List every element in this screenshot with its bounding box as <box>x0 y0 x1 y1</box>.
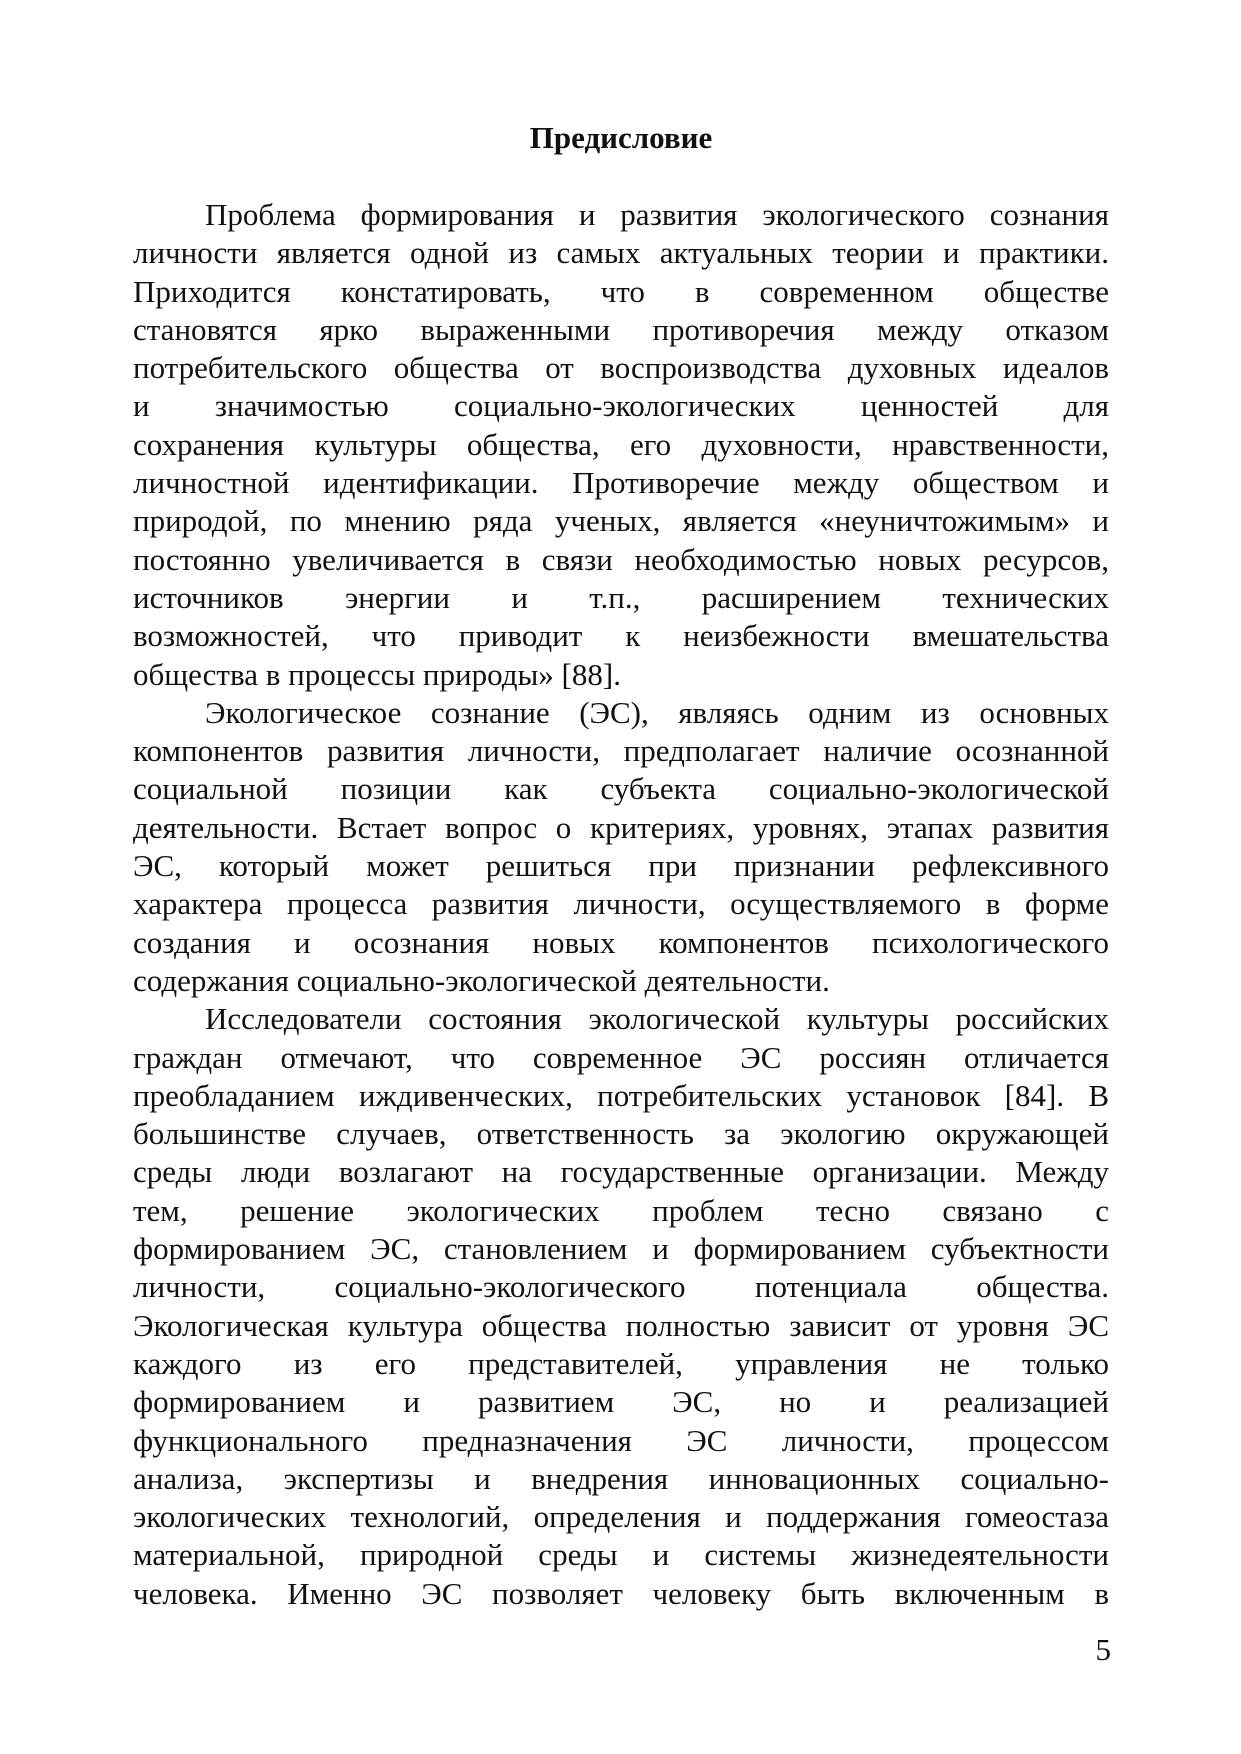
text-line: человека. Именно ЭС позволяет человеку быть включенным в <box>133 1575 1109 1611</box>
text-line: функционального предназначения ЭС личности, процессом <box>133 1422 1109 1458</box>
text-line: источников энергии и т.п., расширением технических <box>133 579 1109 615</box>
text-line: формированием и развитием ЭС, но и реализацией <box>133 1384 1109 1420</box>
text-line: преобладанием иждивенческих, потребительских установок [84]. В <box>133 1077 1109 1113</box>
text-line: Экологическое сознание (ЭС), являясь одним из основных <box>205 694 1109 730</box>
text-line: компонентов развития личности, предполагает наличие осознанной <box>133 733 1109 769</box>
page-title: Предисловие <box>529 120 713 155</box>
text-line: создания и осознания новых компонентов психологического <box>133 924 1109 960</box>
text-line: возможностей, что приводит к неизбежности вмешательства <box>133 618 1109 654</box>
text-line: личностной идентификации. Противоречие между обществом и <box>133 465 1109 501</box>
text-line: среды люди возлагают на государственные организации. Между <box>133 1154 1109 1190</box>
text-line: ЭС, который может решиться при признании рефлексивного <box>133 848 1109 884</box>
text-line: общества в процессы природы» [88]. <box>133 656 621 692</box>
text-line: природой, по мнению ряда ученых, является «неуничтожимым» и <box>133 503 1109 539</box>
paragraph-3 <box>133 1000 1109 1613</box>
text-line: становятся ярко выраженными противоречия между отказом <box>133 311 1109 347</box>
text-line: постоянно увеличивается в связи необходимостью новых ресурсов, <box>133 541 1109 577</box>
text-line: Проблема формирования и развития экологического сознания <box>205 197 1109 232</box>
page-number: 5 <box>1095 1632 1111 1667</box>
text-line: экологических технологий, определения и поддержания гомеостаза <box>133 1499 1109 1535</box>
text-line: содержания социально-экологической деятельности. <box>133 962 830 998</box>
text-line: и значимостью социально-экологических ценностей для <box>133 388 1109 424</box>
text-line: граждан отмечают, что современное ЭС россиян отличается <box>133 1039 1109 1075</box>
text-line: Исследователи состояния экологической культуры российских <box>205 1001 1109 1037</box>
paragraph-1 <box>133 196 1109 694</box>
text-line: формированием ЭС, становлением и формированием субъектности <box>133 1231 1109 1267</box>
text-line: Приходится констатировать, что в современном обществе <box>133 273 1109 309</box>
text-line: анализа, экспертизы и внедрения инновационных социально- <box>133 1460 1109 1496</box>
text-line: каждого из его представителей, управления не только <box>133 1345 1109 1381</box>
text-line: сохранения культуры общества, его духовности, нравственности, <box>133 426 1109 462</box>
text-line: большинстве случаев, ответственность за экологию окружающей <box>133 1116 1109 1152</box>
text-line: тем, решение экологических проблем тесно связано с <box>133 1192 1109 1228</box>
paragraph-2 <box>133 694 1109 1000</box>
text-line: Экологическая культура общества полностью зависит от уровня ЭС <box>133 1307 1109 1343</box>
text-line: материальной, природной среды и системы жизнедеятельности <box>133 1537 1109 1573</box>
text-line: характера процесса развития личности, осуществляемого в форме <box>133 886 1109 922</box>
text-line: личности, социально-экологического потенциала общества. <box>133 1269 1109 1305</box>
text-line: социальной позиции как субъекта социально-экологической <box>133 771 1109 807</box>
body-text <box>133 196 1109 1613</box>
text-line: потребительского общества от воспроизводства духовных идеалов <box>133 350 1109 386</box>
text-line: личности является одной из самых актуальных теории и практики. <box>133 235 1109 271</box>
text-line: деятельности. Встает вопрос о критериях, уровнях, этапах развития <box>133 809 1109 845</box>
